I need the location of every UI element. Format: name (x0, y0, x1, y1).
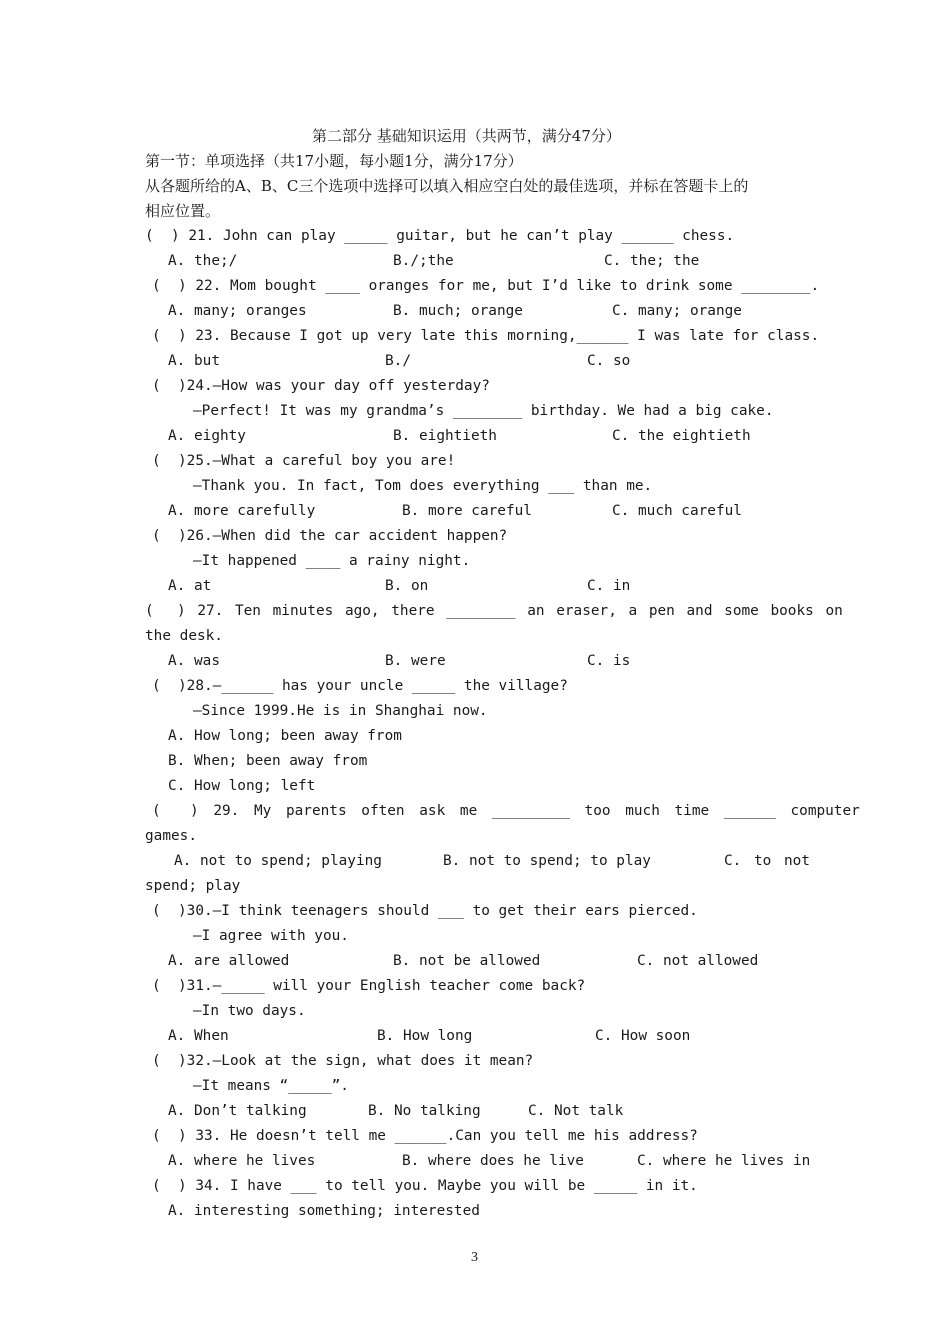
question-32-stem: ( )32.—Look at the sign, what does it mean? (152, 1053, 534, 1069)
question-31-reply: —In two days. (193, 1003, 306, 1019)
question-25-option-c: C. much careful (612, 503, 742, 519)
question-25-option-a: A. more carefully (168, 503, 316, 519)
question-33-option-b: B. where does he live (402, 1153, 584, 1169)
question-29-stem-continued: games. (145, 828, 197, 844)
question-27-option-b: B. were (385, 653, 446, 669)
question-31-option-b: B. How long (377, 1028, 473, 1044)
instruction-line-2: 相应位置。 (145, 202, 221, 220)
question-34-option-a: A. interesting something; interested (168, 1203, 480, 1219)
question-28-reply: —Since 1999.He is in Shanghai now. (193, 703, 488, 719)
question-29-option-a: A. not to spend; playing (174, 853, 382, 869)
question-29-stem: ( ) 29. My parents often ask me _________ too much time ______ computer (152, 803, 860, 819)
question-32-option-a: A. Don’t talking (168, 1103, 307, 1119)
question-32-option-b: B. No talking (368, 1103, 481, 1119)
question-33-option-c: C. where he lives in (637, 1153, 811, 1169)
question-23-stem: ( ) 23. Because I got up very late this morning,______ I was late for class. (152, 328, 820, 344)
question-30-option-b: B. not be allowed (393, 953, 541, 969)
question-23-option-b: B./ (385, 353, 411, 369)
question-31-option-a: A. When (168, 1028, 229, 1044)
question-24-stem: ( )24.—How was your day off yesterday? (152, 378, 490, 394)
question-34-stem: ( ) 34. I have ___ to tell you. Maybe you will be _____ in it. (152, 1178, 698, 1194)
question-23-option-a: A. but (168, 353, 220, 369)
question-29-option-c: C. to not (724, 853, 810, 869)
question-27-stem: ( ) 27. Ten minutes ago, there ________ an eraser, a pen and some books on (145, 603, 843, 619)
question-27-option-c: C. is (587, 653, 631, 669)
question-30-option-a: A. are allowed (168, 953, 290, 969)
question-24-option-a: A. eighty (168, 428, 246, 444)
question-26-reply: —It happened ____ a rainy night. (193, 553, 471, 569)
question-33-stem: ( ) 33. He doesn’t tell me ______.Can you tell me his address? (152, 1128, 698, 1144)
instruction-line-1: 从各题所给的A、B、C三个选项中选择可以填入相应空白处的最佳选项，并标在答题卡上的 (145, 177, 749, 195)
question-24-option-b: B. eightieth (393, 428, 497, 444)
question-21-option-a: A. the;/ (168, 253, 238, 269)
question-26-stem: ( )26.—When did the car accident happen? (152, 528, 508, 544)
question-26-option-a: A. at (168, 578, 212, 594)
question-28-option-c: C. How long; left (168, 778, 316, 794)
subsection-title: 第一节：单项选择（共17小题，每小题1分，满分17分） (145, 152, 523, 170)
question-26-option-c: C. in (587, 578, 631, 594)
question-22-option-b: B. much; orange (393, 303, 523, 319)
question-22-option-c: C. many; orange (612, 303, 742, 319)
question-25-option-b: B. more careful (402, 503, 532, 519)
question-30-stem: ( )30.—I think teenagers should ___ to get their ears pierced. (152, 903, 698, 919)
question-29-option-b: B. not to spend; to play (443, 853, 651, 869)
question-31-stem: ( )31.—_____ will your English teacher come back? (152, 978, 586, 994)
question-22-option-a: A. many; oranges (168, 303, 307, 319)
question-32-reply: —It means “_____”. (193, 1078, 349, 1094)
question-25-stem: ( )25.—What a careful boy you are! (152, 453, 456, 469)
question-30-reply: —I agree with you. (193, 928, 349, 944)
question-33-option-a: A. where he lives (168, 1153, 316, 1169)
section-title: 第二部分 基础知识运用（共两节，满分47分） (312, 127, 621, 145)
question-29-option-c-continued: spend; play (145, 878, 241, 894)
question-24-option-c: C. the eightieth (612, 428, 751, 444)
question-28-stem: ( )28.—______ has your uncle _____ the village? (152, 678, 568, 694)
question-32-option-c: C. Not talk (528, 1103, 624, 1119)
question-30-option-c: C. not allowed (637, 953, 759, 969)
question-28-option-a: A. How long; been away from (168, 728, 402, 744)
question-28-option-b: B. When; been away from (168, 753, 368, 769)
question-27-option-a: A. was (168, 653, 220, 669)
question-27-stem-continued: the desk. (145, 628, 223, 644)
question-21-option-c: C. the; the (604, 253, 700, 269)
question-31-option-c: C. How soon (595, 1028, 691, 1044)
question-23-option-c: C. so (587, 353, 631, 369)
question-26-option-b: B. on (385, 578, 429, 594)
question-22-stem: ( ) 22. Mom bought ____ oranges for me, but I’d like to drink some ________. (152, 278, 820, 294)
question-21-option-b: B./;the (393, 253, 454, 269)
question-24-reply: —Perfect! It was my grandma’s ________ birthday. We had a big cake. (193, 403, 774, 419)
page-number: 3 (471, 1250, 478, 1265)
question-25-reply: —Thank you. In fact, Tom does everything ___ than me. (193, 478, 653, 494)
question-21-stem: ( ) 21. John can play _____ guitar, but he can’t play ______ chess. (145, 228, 735, 244)
